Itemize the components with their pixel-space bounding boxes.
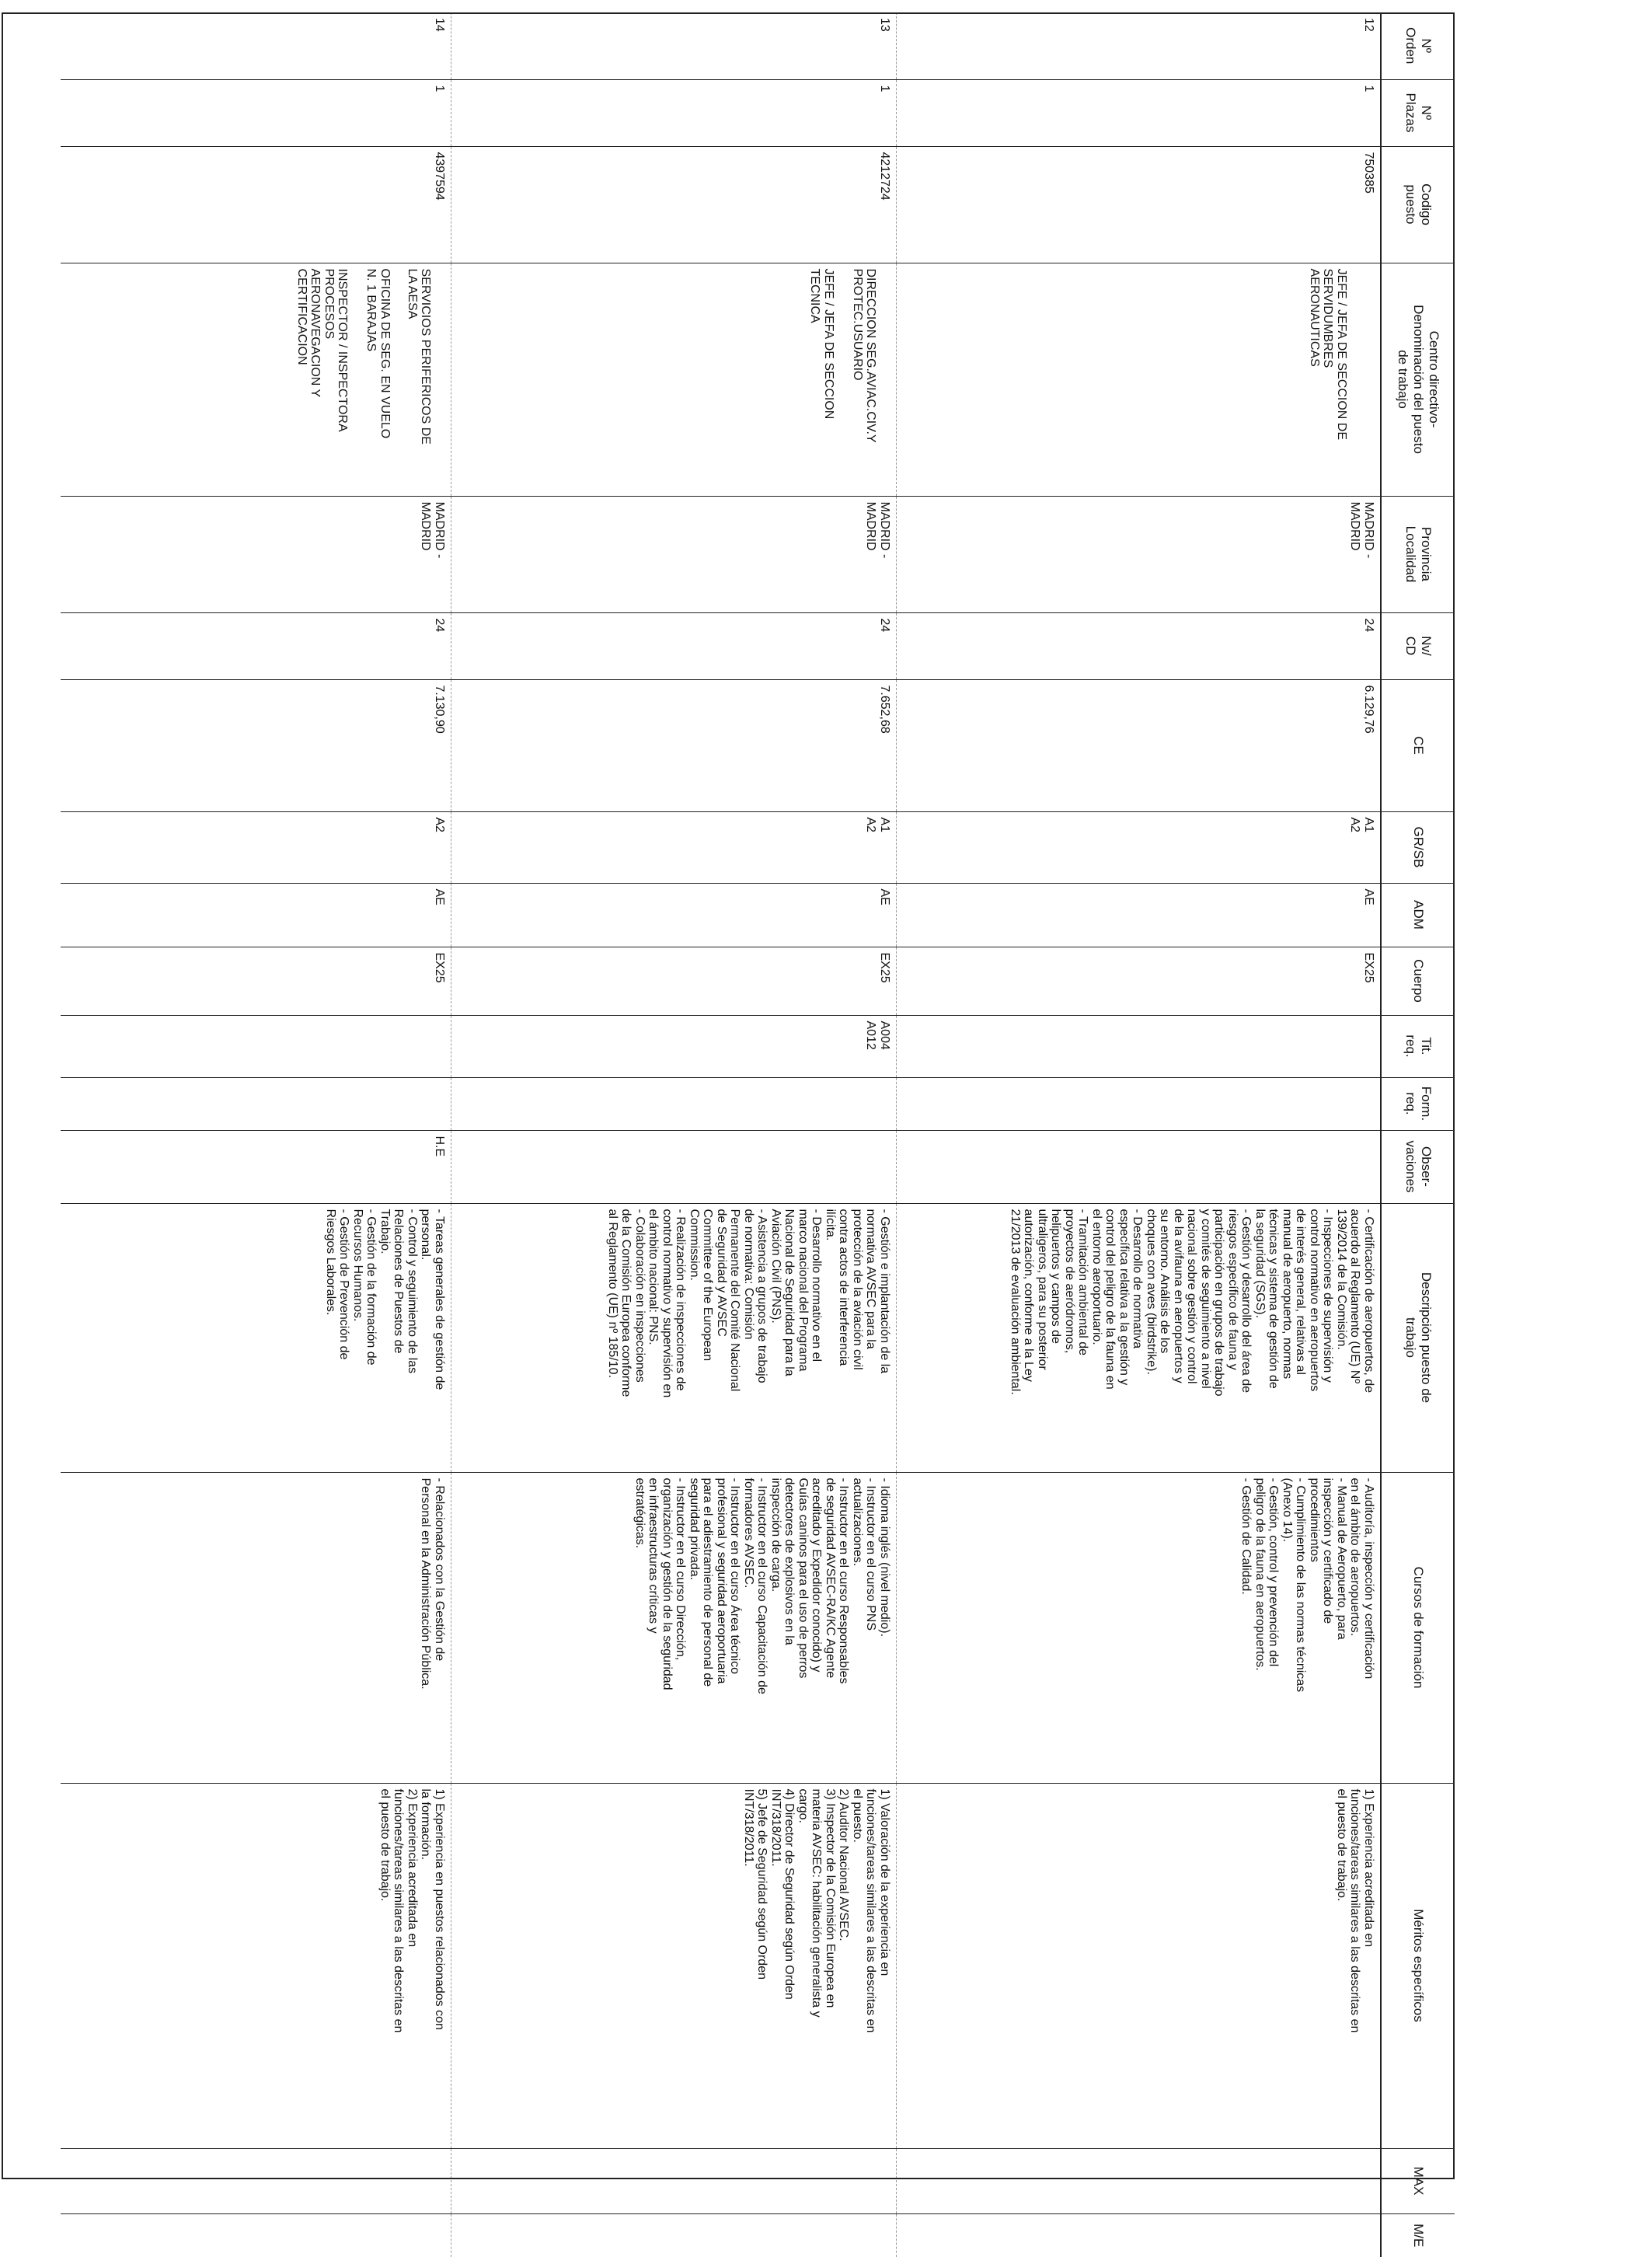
col-header-provincia: Provincia Localidad: [1381, 496, 1455, 612]
col-header-orden: Nº Orden: [1381, 12, 1455, 79]
cell-observaciones: [897, 1130, 1382, 1203]
col-header-me: M/E: [1381, 2213, 1455, 2257]
cell-adm: AE: [451, 883, 897, 947]
cell-max: [451, 2148, 897, 2213]
col-header-titulacion: Tit. req.: [1381, 1015, 1455, 1077]
col-header-ce: CE: [1381, 679, 1455, 811]
cell-me: [61, 2213, 451, 2257]
cell-ce: 6.129,76: [897, 679, 1382, 811]
cell-codigo: 750385: [897, 146, 1382, 263]
cell-cursos: - Auditoría, inspección y certificación en el ámbito de aeropuertos. - Manual de Aeropuerto, para inspección y certificado de procedimientos - Cumplimiento de las normas técnicas (Anexo 14). - Gestión, control y prevención del peligro de la fauna en aeropuertos. - Gestión de Calidad.: [897, 1472, 1382, 1783]
cell-grupo: A2: [61, 811, 451, 883]
centro-directivo: DIRECCION SEG.AVIAC.CIV.Y PROTEC.USUARIO: [851, 268, 878, 443]
cell-titulacion: [897, 1015, 1382, 1077]
cell-adm: AE: [897, 883, 1382, 947]
cell-formacion: [61, 1077, 451, 1130]
col-header-codigo: Codigo puesto: [1381, 146, 1455, 263]
rotated-table-container: [2, 12, 1455, 2248]
cell-meritos: 1) Experiencia acreditada en funciones/tareas similares a las descritas en el puesto de trabajo.: [897, 1783, 1382, 2148]
cell-orden: 14: [61, 12, 451, 79]
col-header-formacion: Form. req.: [1381, 1077, 1455, 1130]
cell-provincia: MADRID - MADRID: [61, 496, 451, 612]
cell-cuerpo: EX25: [451, 947, 897, 1015]
col-header-plazas: Nº Plazas: [1381, 79, 1455, 146]
header-row: [1381, 12, 1455, 2257]
cell-meritos: 1) Valoración de la experiencia en funciones/tareas similares a las descritas en el puesto. 2) Auditor Nacional AVSEC. 3) Inspector de la Comisión Europea en materia AVSEC: habilitación generalista y cargo. 4) Director de Seguridad según Orden INT/318/2011. 5) Jefe de Seguridad según Orden INT/318/2011.: [451, 1783, 897, 2148]
col-header-centro: Centro directivo- Denominación del puesto de trabajo: [1381, 263, 1455, 496]
cell-plazas: 1: [61, 79, 451, 146]
col-header-observaciones: Obser- vaciones: [1381, 1130, 1455, 1203]
puesto-denominacion: JEFE / JEFA DE SECCION DE SERVIDUMBRES AERONAUTICAS: [1308, 268, 1348, 440]
table-row: [61, 12, 451, 2257]
cell-nivel: 24: [897, 612, 1382, 679]
col-header-adm: ADM: [1381, 883, 1455, 947]
cell-me: [451, 2213, 897, 2257]
cell-orden: 13: [451, 12, 897, 79]
cell-observaciones: H.E: [61, 1130, 451, 1203]
cell-provincia: MADRID - MADRID: [451, 496, 897, 612]
cell-max: [61, 2148, 451, 2213]
cell-descripcion: - Tareas generales de gestión de personal. - Control y seguimiento de las Relaciones de Puestos de Trabajo. - Gestión de la formación de Recursos Humanos. - Gestión de Prevención de Riesgos Laborales.: [61, 1203, 451, 1472]
cell-centro: [451, 263, 897, 496]
cell-formacion: [897, 1077, 1382, 1130]
cell-ce: 7.652,68: [451, 679, 897, 811]
cell-me: [897, 2213, 1382, 2257]
centro-directivo: SERVICIOS PERIFERICOS DE LA AESA OFICINA DE SEG. EN VUELO N. 1 BARAJAS: [364, 268, 433, 445]
cell-codigo: 4212724: [451, 146, 897, 263]
puesto-denominacion: INSPECTOR / INSPECTORA PROCESOS AERONAVEGACION Y CERTIFICACION: [295, 268, 350, 432]
cell-grupo: A1 A2: [451, 811, 897, 883]
col-header-meritos: Méritos específicos: [1381, 1783, 1455, 2148]
cell-orden: 12: [897, 12, 1382, 79]
cell-plazas: 1: [451, 79, 897, 146]
job-positions-table: [61, 12, 1455, 2257]
col-header-grupo: GR/SB: [1381, 811, 1455, 883]
cell-descripcion: - Certificación de aeropuertos, de acuerdo al Reglamento (UE) Nº 139/2014 de la Comisión. - Inspecciones de supervisión y control normativo en aeropuertos de interés general, relativas al manual de aeropuerto, normas técnicas y sistema de gestión de la seguridad (SGS). - Gestión y desarrollo del área de riesgos específico de fauna y participación en grupos de trabajo y comités de seguimiento a nivel nacional sobre gestión y control de la avifauna en aeropuertos y su entorno. Análisis de los choques con aves (birdstrike). - Desarrollo de normativa específica relativa a la gestión y control del peligro de la fauna en el entorno aeroportuario. - Tramitación ambiental de proyectos de aeródromos, helipuertos y campos de ultraligeros, para su posterior autorización, conforme a la Ley 21/2013 de evaluación ambiental.: [897, 1203, 1382, 1472]
cell-ce: 7.130,90: [61, 679, 451, 811]
cell-cuerpo: EX25: [61, 947, 451, 1015]
cell-titulacion: A004 A012: [451, 1015, 897, 1077]
cell-cursos: - Idioma inglés (nivel medio). - Instructor en el curso PNS actualizaciones. - Instructor en el curso Responsables de seguridad AVSEC-RA/KC Agente acreditado y Expedidor conocido) y Guías caninos para el uso de perros detectores de explosivos en la inspección de carga. - Instructor en el curso Capacitación de formadores AVSEC. - Instructor en el curso Área técnico profesional y seguridad aeroportuaria para el adiestramiento de personal de seguridad privada. - Instructor en el curso Dirección, organización y gestión de la seguridad en infraestructuras críticas y estratégicas.: [451, 1472, 897, 1783]
cell-centro: [897, 263, 1382, 496]
cell-nivel: 24: [451, 612, 897, 679]
puesto-denominacion: JEFE / JEFA DE SECCION TECNICA: [808, 268, 835, 420]
cell-max: [897, 2148, 1382, 2213]
table-row: [897, 12, 1382, 2257]
col-header-nivel: Nv/ CD: [1381, 612, 1455, 679]
cell-adm: AE: [61, 883, 451, 947]
cell-plazas: 1: [897, 79, 1382, 146]
cell-formacion: [451, 1077, 897, 1130]
col-header-descripcion: Descripción puesto de trabajo: [1381, 1203, 1455, 1472]
col-header-cursos: Cursos de formación: [1381, 1472, 1455, 1783]
cell-observaciones: [451, 1130, 897, 1203]
col-header-cuerpo: Cuerpo: [1381, 947, 1455, 1015]
cell-codigo: 4397594: [61, 146, 451, 263]
table-row: [451, 12, 897, 2257]
cell-meritos: 1) Experiencia en puestos relacionados con la formación. 2) Experiencia acreditada en funciones/tareas similares a las descritas en el puesto de trabajo.: [61, 1783, 451, 2148]
cell-nivel: 24: [61, 612, 451, 679]
cell-provincia: MADRID - MADRID: [897, 496, 1382, 612]
cell-centro: [61, 263, 451, 496]
cell-descripcion: - Gestión e implantación de la normativa AVSEC para la protección de la aviación civil contra actos de interferencia ilícita. - Desarrollo normativo en el marco nacional del Programa Nacional de Seguridad para la Aviación Civil (PNS). - Asistencia a grupos de trabajo de normativa: Comisión Permanente del Comité Nacional de Seguridad y AVSEC Committee of the European Commission. - Realización de inspecciones de control normativo y supervisión en el ámbito nacional: PNS. - Colaboración en inspecciones de la Comisión Europea conforme al Reglamento (UE) nº 185/10.: [451, 1203, 897, 1472]
cell-titulacion: [61, 1015, 451, 1077]
cell-cuerpo: EX25: [897, 947, 1382, 1015]
cell-grupo: A1 A2: [897, 811, 1382, 883]
col-header-max: MAX: [1381, 2148, 1455, 2213]
cell-cursos: - Relacionados con la Gestión de Personal en la Administración Pública.: [61, 1472, 451, 1783]
